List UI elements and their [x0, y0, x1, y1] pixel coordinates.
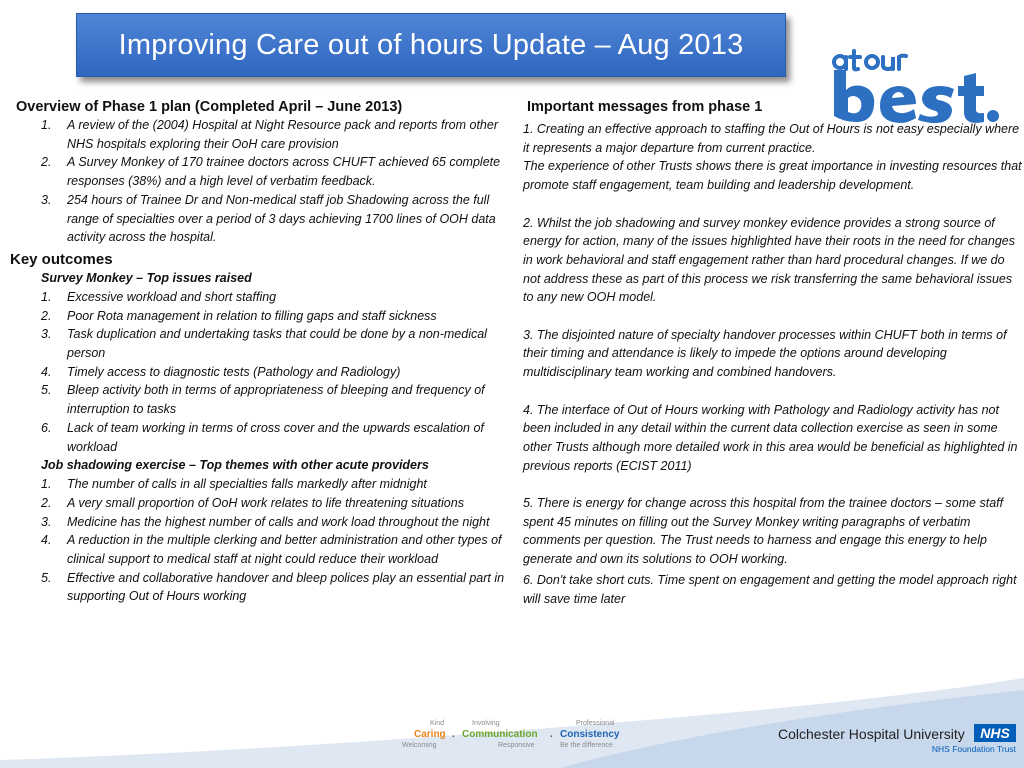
overview-heading: Overview of Phase 1 plan (Completed April – June 2013) [16, 99, 403, 115]
list-number: 1. [41, 289, 52, 304]
list-text: A review of the (2004) Hospital at Night Resource pack and reports from other NHS hospitals exploring their OoH care provision [67, 118, 498, 151]
left-column [10, 98, 510, 606]
list-item [10, 494, 510, 513]
list-number: 2. [41, 495, 52, 510]
value-caring: Caring [414, 729, 446, 740]
value-dot-1: . [452, 729, 455, 740]
value-dot-2: . [550, 729, 553, 740]
list-text: 254 hours of Trainee Dr and Non-medical staff job Shadowing across the full range of specialties over a period of 3 days achieving 1700 lines of OOH data activity across the hospital. [67, 192, 496, 245]
list-number: 1. [41, 118, 52, 132]
list-text: Effective and collaborative handover and bleep polices play an essential part in supporting Out of Hours working [67, 570, 505, 604]
value-involving: Involving [472, 720, 500, 727]
list-item [10, 307, 510, 326]
value-be-the-difference: Be the difference [560, 742, 613, 749]
message-5: 5. There is energy for change across this hospital from the trainee doctors – some staff spent 45 minutes on filling out the Survey Monkey writing paragraphs of verbatim comments per question. The Trust needs to harness and engage this energy to help generate and own its solutions to OOH working. [523, 496, 1004, 567]
right-column [523, 98, 1023, 608]
list-text: Medicine has the highest number of calls and work load throughout the night [67, 514, 490, 529]
list-text: A reduction in the multiple clerking and better administration and other types of clinical support to medical staff at night could reduce their workload [67, 533, 502, 567]
key-outcomes-heading: Key outcomes [10, 250, 113, 268]
list-text: Task duplication and undertaking tasks that could be done by a non-medical person [67, 327, 487, 361]
list-number: 3. [41, 192, 52, 207]
list-item [10, 513, 510, 532]
trust-name: Colchester Hospital University [778, 726, 965, 742]
value-kind: Kind [430, 720, 445, 727]
list-number: 6. [41, 420, 52, 435]
trust-values-strap [400, 720, 630, 760]
list-number: 3. [41, 327, 52, 342]
list-number: 4. [41, 533, 52, 548]
list-item [10, 191, 510, 247]
list-text: Timely access to diagnostic tests (Pathology and Radiology) [67, 364, 401, 379]
shadowing-themes-list [10, 475, 510, 606]
value-responsive: Responsive [498, 742, 535, 749]
list-number: 2. [41, 155, 52, 170]
list-number: 4. [41, 364, 52, 379]
survey-subheading: Survey Monkey – Top issues raised [41, 270, 252, 285]
message-4: 4. The interface of Out of Hours working with Pathology and Radiology activity has not been included in any detail within the current data collection exercise as seen in some other Trusts although more detailed work in this area would be beneficial as highlighted in previous reports (ECIST 2011) [523, 402, 1018, 473]
list-item [10, 288, 510, 307]
list-number: 5. [41, 570, 52, 585]
list-item [10, 381, 510, 418]
list-number: 5. [41, 383, 52, 398]
message-6: 6. Don't take short cuts. Time spent on engagement and getting the model approach right will save time later [523, 572, 1017, 606]
list-text: A Survey Monkey of 170 trainee doctors across CHUFT achieved 65 complete responses (38%) and a high level of verbatim feedback. [67, 155, 501, 189]
nhs-logo: NHS [974, 724, 1016, 742]
list-text: A very small proportion of OoH work relates to life threatening situations [67, 495, 464, 510]
list-text: The number of calls in all specialties falls markedly after midnight [67, 477, 427, 492]
list-number: 2. [41, 308, 52, 323]
overview-list [10, 116, 510, 247]
value-welcoming: Welcoming [402, 742, 437, 749]
trust-logo [778, 724, 1018, 758]
list-number: 3. [41, 514, 52, 529]
value-consistency: Consistency [560, 729, 620, 740]
message-1b: The experience of other Trusts shows there is great importance in investing resources that promote staff engagement, team building and leadership development. [523, 159, 1022, 193]
message-3: 3. The disjointed nature of specialty handover processes within CHUFT both in terms of their timing and attendance is likely to impede the options around developing multidisciplinary team working and combined handovers. [523, 327, 1007, 380]
list-number: 1. [41, 477, 52, 492]
list-text: Excessive workload and short staffing [67, 289, 277, 304]
message-2: 2. Whilst the job shadowing and survey monkey evidence provides a strong source of energy for action, many of the issues highlighted have their roots in the need for changes in work behavioral and staff engagement rather than hard procedural changes. If we do not address these as part of this process we risk transferring the same behavioral issues to any new OOH model. [523, 215, 1015, 305]
list-item [10, 325, 510, 362]
list-text: Bleep activity both in terms of appropriateness of bleeping and frequency of interruption to tasks [67, 383, 485, 417]
list-item [10, 475, 510, 494]
message-1a: 1. Creating an effective approach to staffing the Out of Hours is not easy especially where it represents a major departure from current practice. [523, 122, 1020, 155]
list-item [10, 531, 510, 568]
value-professional: Professional [576, 720, 615, 727]
list-text: Poor Rota management in relation to filling gaps and staff sickness [67, 308, 437, 323]
page-title: Improving Care out of hours Update – Aug 2013 [118, 28, 744, 61]
list-text: Lack of team working in terms of cross cover and the upwards escalation of workload [67, 420, 484, 454]
list-item [10, 363, 510, 382]
survey-issues-list [10, 288, 510, 456]
shadowing-subheading: Job shadowing exercise – Top themes with other acute providers [41, 458, 429, 473]
trust-subtitle: NHS Foundation Trust [931, 744, 1016, 754]
list-item [10, 116, 510, 153]
list-item [10, 419, 510, 456]
value-communication: Communication [462, 729, 538, 740]
list-item [10, 153, 510, 190]
list-item [10, 569, 510, 606]
title-banner [76, 13, 786, 77]
important-messages-heading: Important messages from phase 1 [527, 99, 763, 115]
